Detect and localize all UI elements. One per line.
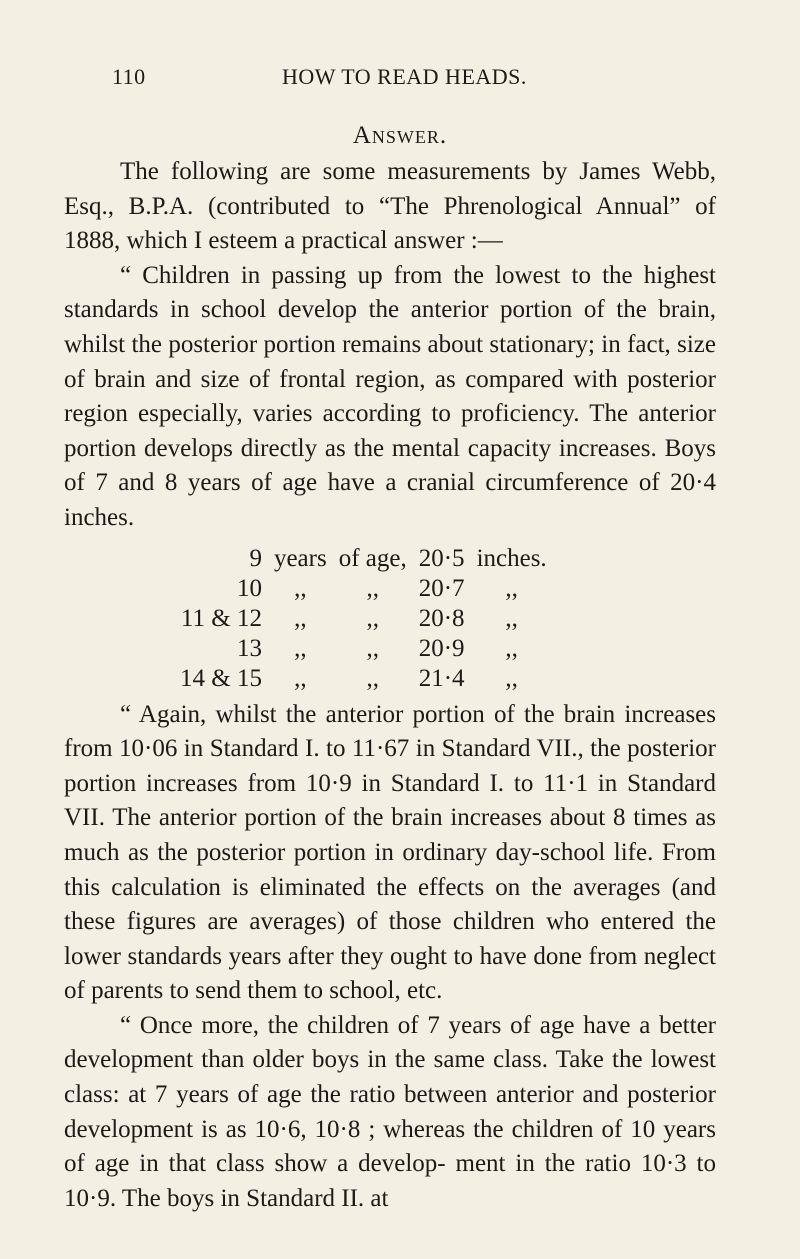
value-cell: 20·9 <box>418 634 465 662</box>
ditto-cell: ,, <box>294 574 307 602</box>
running-title: HOW TO READ HEADS. <box>282 64 527 89</box>
value-cell: 20·8 <box>418 604 465 632</box>
age-cell: 10 <box>236 574 262 602</box>
age-cell: 14 & 15 <box>180 664 262 692</box>
ditto-cell: ,, <box>366 574 379 602</box>
table-row <box>180 634 559 664</box>
paragraph: “ Children in passing up from the lowest to the highest standards in school develop the anterior portion of the brain, whilst the posterior portion remains about stationary; in fact, size of brain and size of frontal region, as compared with posterior region especially, varies according to proficiency. The anterior portion develops directly as the mental capacity increases. Boys of 7 and 8 years of age have a cranial circumference of 20·4 inches. <box>64 261 716 531</box>
ditto-cell: ,, <box>366 634 379 662</box>
table-row <box>180 604 559 634</box>
ditto-cell: ,, <box>366 664 379 692</box>
value-cell: 21·4 <box>418 664 465 692</box>
ditto-cell: ,, <box>294 604 307 632</box>
unit-cell: ,, <box>505 664 518 692</box>
unit-cell: ,, <box>505 574 518 602</box>
ditto-cell: ,, <box>366 604 379 632</box>
ditto-cell: ,, <box>294 634 307 662</box>
value-cell: 20·7 <box>418 574 465 602</box>
value-cell: 20·5 <box>418 544 465 572</box>
table-row <box>180 574 559 604</box>
paragraph: “ Once more, the children of 7 years of age have a better development than older boys in the same class. Take the lowest class: at 7 years of age the ratio between anterior and posterior development is as 10·6, 10·8 ; whereas the children of 10 years of age in that class show a develop- ment in the ratio 10·3 to 10·9. The boys in Standard II. at <box>64 1011 716 1212</box>
ditto-cell: of age, <box>338 544 407 572</box>
measurement-table <box>180 544 559 694</box>
age-cell: 9 <box>249 544 262 572</box>
age-cell: 13 <box>236 634 262 662</box>
paragraph: “ Again, whilst the anterior portion of the brain increases from 10·06 in Standard I. to 11·67 in Standard VII., the posterior portion increases from 10·9 in Standard I. to 11·1 in Standard VII. The anterior portion of the brain increases about 8 times as much as the posterior portion in ordinary day-school life. From this calculation is eliminated the effects on the averages (and these figures are averages) of those children who entered the lower standards years after they ought to have done from neglect of parents to send them to school, etc. <box>64 700 716 1005</box>
unit-cell: inches. <box>476 544 547 572</box>
section-heading: Answer. <box>352 122 448 149</box>
unit-cell: ,, <box>505 604 518 632</box>
ditto-cell: ,, <box>294 664 307 692</box>
age-cell: 11 & 12 <box>180 604 262 632</box>
ditto-cell: years <box>273 544 327 572</box>
table-row <box>180 544 559 574</box>
paragraph: The following are some measurements by James Webb, Esq., B.P.A. (contributed to “The Phrenological Annual” of 1888, which I esteem a practical answer :— <box>64 158 716 255</box>
page-number: 110 <box>112 64 146 89</box>
table-row <box>180 664 559 694</box>
unit-cell: ,, <box>505 634 518 662</box>
body-text <box>64 155 716 1216</box>
